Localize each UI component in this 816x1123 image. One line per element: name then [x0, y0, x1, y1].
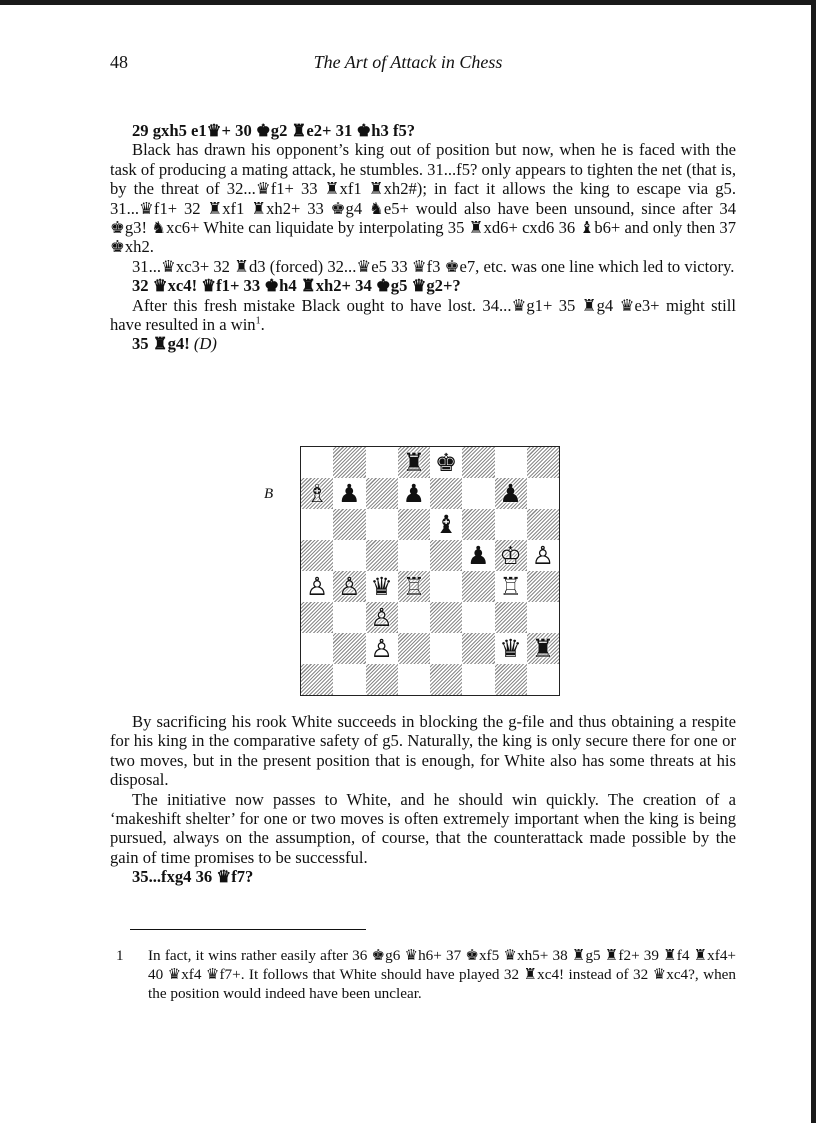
square-g2 [495, 633, 527, 664]
square-a4 [301, 571, 333, 602]
square-h3 [527, 602, 559, 633]
piece-d7: ♟ [402, 479, 426, 508]
page-edge-top [0, 0, 816, 5]
square-h4 [527, 571, 559, 602]
piece-d8: ♜ [402, 448, 426, 477]
square-f8 [462, 447, 494, 478]
square-e4 [430, 571, 462, 602]
square-h1 [527, 664, 559, 695]
square-a5 [301, 540, 333, 571]
square-h6 [527, 509, 559, 540]
square-a7 [301, 478, 333, 509]
piece-g2: ♛ [499, 634, 522, 663]
running-title: The Art of Attack in Chess [313, 52, 503, 72]
square-b2 [333, 633, 365, 664]
square-a2 [301, 633, 333, 664]
square-g1 [495, 664, 527, 695]
square-g5 [495, 540, 527, 571]
move-line-32: 32 ♛xc4! ♛f1+ 33 ♚h4 ♜xh2+ 34 ♚g5 ♛g2+? [132, 276, 461, 296]
piece-g5: ♔ [499, 541, 522, 570]
piece-h5: ♙ [531, 541, 555, 570]
paragraph-commentary-2: 31...♛xc3+ 32 ♜d3 (forced) 32...♛e5 33 ♛f3 ♚e7, etc. was one line which led to victory. [132, 256, 735, 276]
piece-c4: ♛ [370, 572, 393, 601]
square-g7 [495, 478, 527, 509]
piece-b7: ♟ [338, 479, 361, 508]
square-f5 [462, 540, 494, 571]
chess-board [301, 447, 559, 695]
square-g4 [495, 571, 527, 602]
square-b3 [333, 602, 365, 633]
square-b4 [333, 571, 365, 602]
piece-a4: ♙ [305, 572, 329, 601]
square-c2 [366, 633, 398, 664]
footnote-number: 1 [116, 947, 124, 964]
side-to-move-label: B [264, 486, 274, 502]
piece-g4: ♖ [499, 572, 522, 601]
piece-e6: ♝ [434, 510, 458, 539]
footnote-divider [130, 929, 366, 930]
move-line-35 [110, 334, 736, 353]
piece-a7: ♗ [305, 479, 329, 508]
square-h8 [527, 447, 559, 478]
square-a8 [301, 447, 333, 478]
piece-g7: ♟ [499, 479, 522, 508]
square-c6 [366, 509, 398, 540]
piece-b4: ♙ [338, 572, 361, 601]
square-c7 [366, 478, 398, 509]
square-b7 [333, 478, 365, 509]
square-d2 [398, 633, 430, 664]
paragraph-commentary-5: The initiative now passes to White, and he should win quickly. The creation of a ‘makeshift shelter’ for one or two moves is often extremely important when the king is being pursued, always on the assumption, of course, that the counterattack made possible by the gain of time promises to be successful. [110, 789, 736, 867]
chess-diagram [300, 446, 560, 696]
square-g3 [495, 602, 527, 633]
square-f6 [462, 509, 494, 540]
square-b5 [333, 540, 365, 571]
piece-c3: ♙ [370, 603, 393, 632]
page-edge-right [811, 0, 816, 1123]
square-e1 [430, 664, 462, 695]
square-d5 [398, 540, 430, 571]
piece-d4: ♖ [402, 572, 426, 601]
footnote-text: In fact, it wins rather easily after 36 ♚g6 ♛h6+ 37 ♚xf5 ♛xh5+ 38 ♜g5 ♜f2+ 39 ♜f4 ♜xf4+ 40 ♛xf4 ♛f7+. It follows that White should have played 32 ♜xc4! instead of 32 ♛xc4?, when the position would indeed have been unclear. [148, 947, 736, 1003]
square-c4 [366, 571, 398, 602]
paragraph-commentary-4: By sacrificing his rook White succeeds in blocking the g-file and thus obtaining a respite for his king in the comparative safety of g5. Naturally, the king is only secure there for one or two moves, but in the present position that is enough, for White also has some threats at his disposal. [110, 712, 736, 790]
square-c8 [366, 447, 398, 478]
square-d6 [398, 509, 430, 540]
footnote-marker: 1 [255, 315, 261, 327]
square-e3 [430, 602, 462, 633]
square-d3 [398, 602, 430, 633]
paragraph-commentary-3 [110, 296, 736, 335]
page-number: 48 [110, 52, 128, 72]
square-a3 [301, 602, 333, 633]
square-a1 [301, 664, 333, 695]
square-g8 [495, 447, 527, 478]
square-a6 [301, 509, 333, 540]
square-d8 [398, 447, 430, 478]
paragraph-commentary-3-text: After this fresh mistake Black ought to have lost. 34...♛g1+ 35 ♜g4 ♛e3+ might still have resulted in a win [110, 295, 736, 335]
move-line-35-fxg4: 35...fxg4 36 ♛f7? [132, 867, 254, 887]
square-f2 [462, 633, 494, 664]
move-line-29: 29 gxh5 e1♛+ 30 ♚g2 ♜e2+ 31 ♚h3 f5? [132, 121, 416, 140]
square-e6 [430, 509, 462, 540]
piece-e8: ♚ [434, 448, 458, 477]
square-b1 [333, 664, 365, 695]
paragraph-commentary-1: Black has drawn his opponent’s king out of position but now, when he is faced with the task of producing a mating attack, he stumbles. 31...f5? only appears to tighten the net (that is, by the threat of 32...♛f1+ 33 ♜xf1 ♜xh2#); in fact it allows the king to escape via g5. 31...♛f1+ 32 ♜xf1 ♜xh2+ 33 ♚g4 ♞e5+ would also have been unsound, since after 34 ♚g3! ♞xc6+ White can liquidate by interpolating 35 ♜xd6+ cxd6 36 ♝b6+ and only then 37 ♚xh2. [110, 140, 736, 257]
paragraph-commentary-3-end: . [260, 315, 265, 335]
piece-f5: ♟ [467, 541, 490, 570]
square-d7 [398, 478, 430, 509]
square-f4 [462, 571, 494, 602]
square-e8 [430, 447, 462, 478]
square-c3 [366, 602, 398, 633]
square-e5 [430, 540, 462, 571]
square-g6 [495, 509, 527, 540]
text-block-lower [110, 712, 736, 887]
diagram-reference: (D) [193, 334, 217, 354]
square-f7 [462, 478, 494, 509]
square-d4 [398, 571, 430, 602]
square-f3 [462, 602, 494, 633]
piece-h2: ♜ [531, 634, 555, 663]
square-e2 [430, 633, 462, 664]
square-c1 [366, 664, 398, 695]
text-block-upper [110, 121, 736, 354]
square-h5 [527, 540, 559, 571]
square-b6 [333, 509, 365, 540]
square-h2 [527, 633, 559, 664]
piece-c2: ♙ [370, 634, 393, 663]
page-header [0, 52, 816, 76]
square-b8 [333, 447, 365, 478]
square-d1 [398, 664, 430, 695]
square-e7 [430, 478, 462, 509]
square-h7 [527, 478, 559, 509]
square-f1 [462, 664, 494, 695]
footnote [110, 946, 736, 1004]
square-c5 [366, 540, 398, 571]
move-35-text: 35 ♜g4! [132, 334, 190, 354]
